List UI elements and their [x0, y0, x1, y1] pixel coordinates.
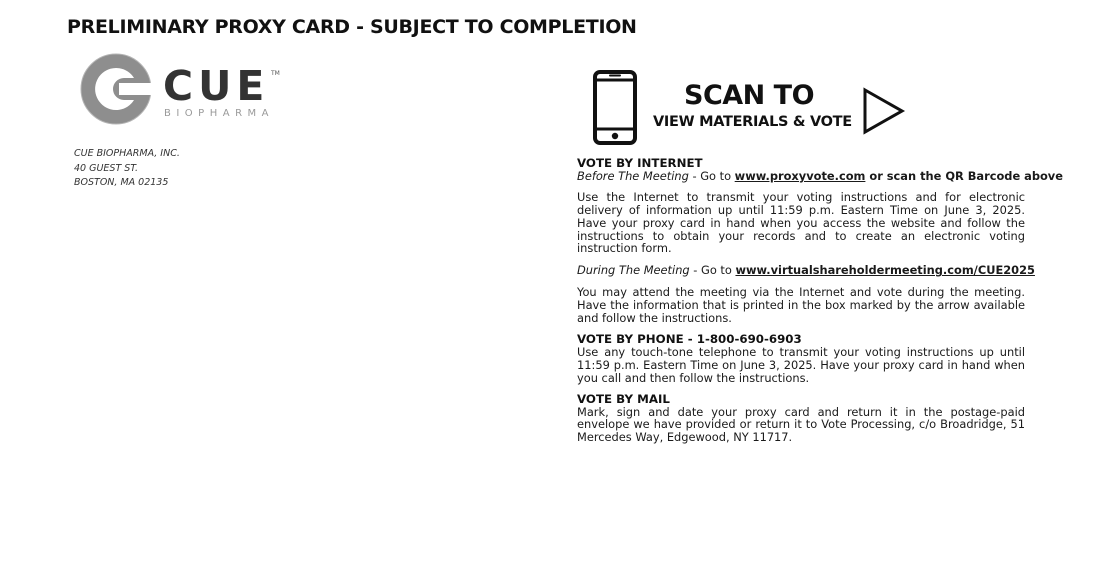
before-meeting-dash: - Go to — [688, 168, 735, 183]
logo-c-mark-icon — [79, 52, 153, 126]
voting-instructions — [577, 156, 1063, 445]
address-street: 40 GUEST ST. — [74, 162, 139, 174]
during-meeting-dash: - Go to — [689, 263, 736, 278]
vote-phone-body: Use any touch-tone telephone to transmit your voting instructions up until 11:59 p.m. Eastern Time on June 3, 2025. Have your proxy card in hand when you call and then follow the instructions. — [577, 344, 1025, 385]
page-title: PRELIMINARY PROXY CARD - SUBJECT TO COMPLETION — [67, 16, 637, 38]
address-company: CUE BIOPHARMA, INC. — [74, 148, 180, 159]
during-meeting-body: You may attend the meeting via the Internet and vote during the meeting. Have the information that is printed in the box marked by the arrow available and follow the instructions. — [577, 285, 1025, 326]
vote-phone-title: VOTE BY PHONE - 1-800-690-6903 — [577, 331, 802, 346]
logo-wordmark: CUE — [163, 62, 270, 110]
vote-mail-title: VOTE BY MAIL — [577, 391, 670, 406]
logo-subtitle: BIOPHARMA — [164, 108, 274, 119]
scan-subtitle: VIEW MATERIALS & VOTE — [653, 114, 852, 130]
vote-mail-body: Mark, sign and date your proxy card and return it in the postage-paid envelope we have provided or return it to Vote Processing, c/o Broadridge, 51 Mercedes Way, Edgewood, NY 11717. — [577, 404, 1025, 445]
scan-title: SCAN TO — [684, 80, 815, 111]
smartphone-icon — [592, 70, 638, 146]
internet-body: Use the Internet to transmit your voting instructions and for electronic delivery of information up until 11:59 p.m. Eastern Time on June 3, 2025. Have your proxy card in hand when you access the website and follow the instructions to obtain your records and to create an electronic voting instruction form. — [577, 189, 1025, 256]
during-meeting-line — [577, 263, 1035, 278]
scan-banner — [592, 70, 912, 146]
during-meeting-label: During The Meeting — [577, 263, 690, 278]
address-city: BOSTON, MA 02135 — [74, 177, 169, 188]
vote-internet-title: VOTE BY INTERNET — [577, 156, 703, 170]
before-meeting-line — [577, 168, 1063, 183]
before-meeting-suffix: or scan the QR Barcode above — [865, 168, 1063, 183]
company-address — [74, 147, 180, 191]
play-arrow-icon — [862, 87, 906, 135]
logo-trademark: TM — [271, 70, 280, 77]
before-meeting-label: Before The Meeting — [577, 168, 689, 183]
virtual-meeting-link[interactable]: www.virtualshareholdermeeting.com/CUE2025 — [735, 263, 1035, 278]
proxyvote-link[interactable]: www.proxyvote.com — [734, 168, 866, 183]
company-logo — [79, 52, 289, 126]
